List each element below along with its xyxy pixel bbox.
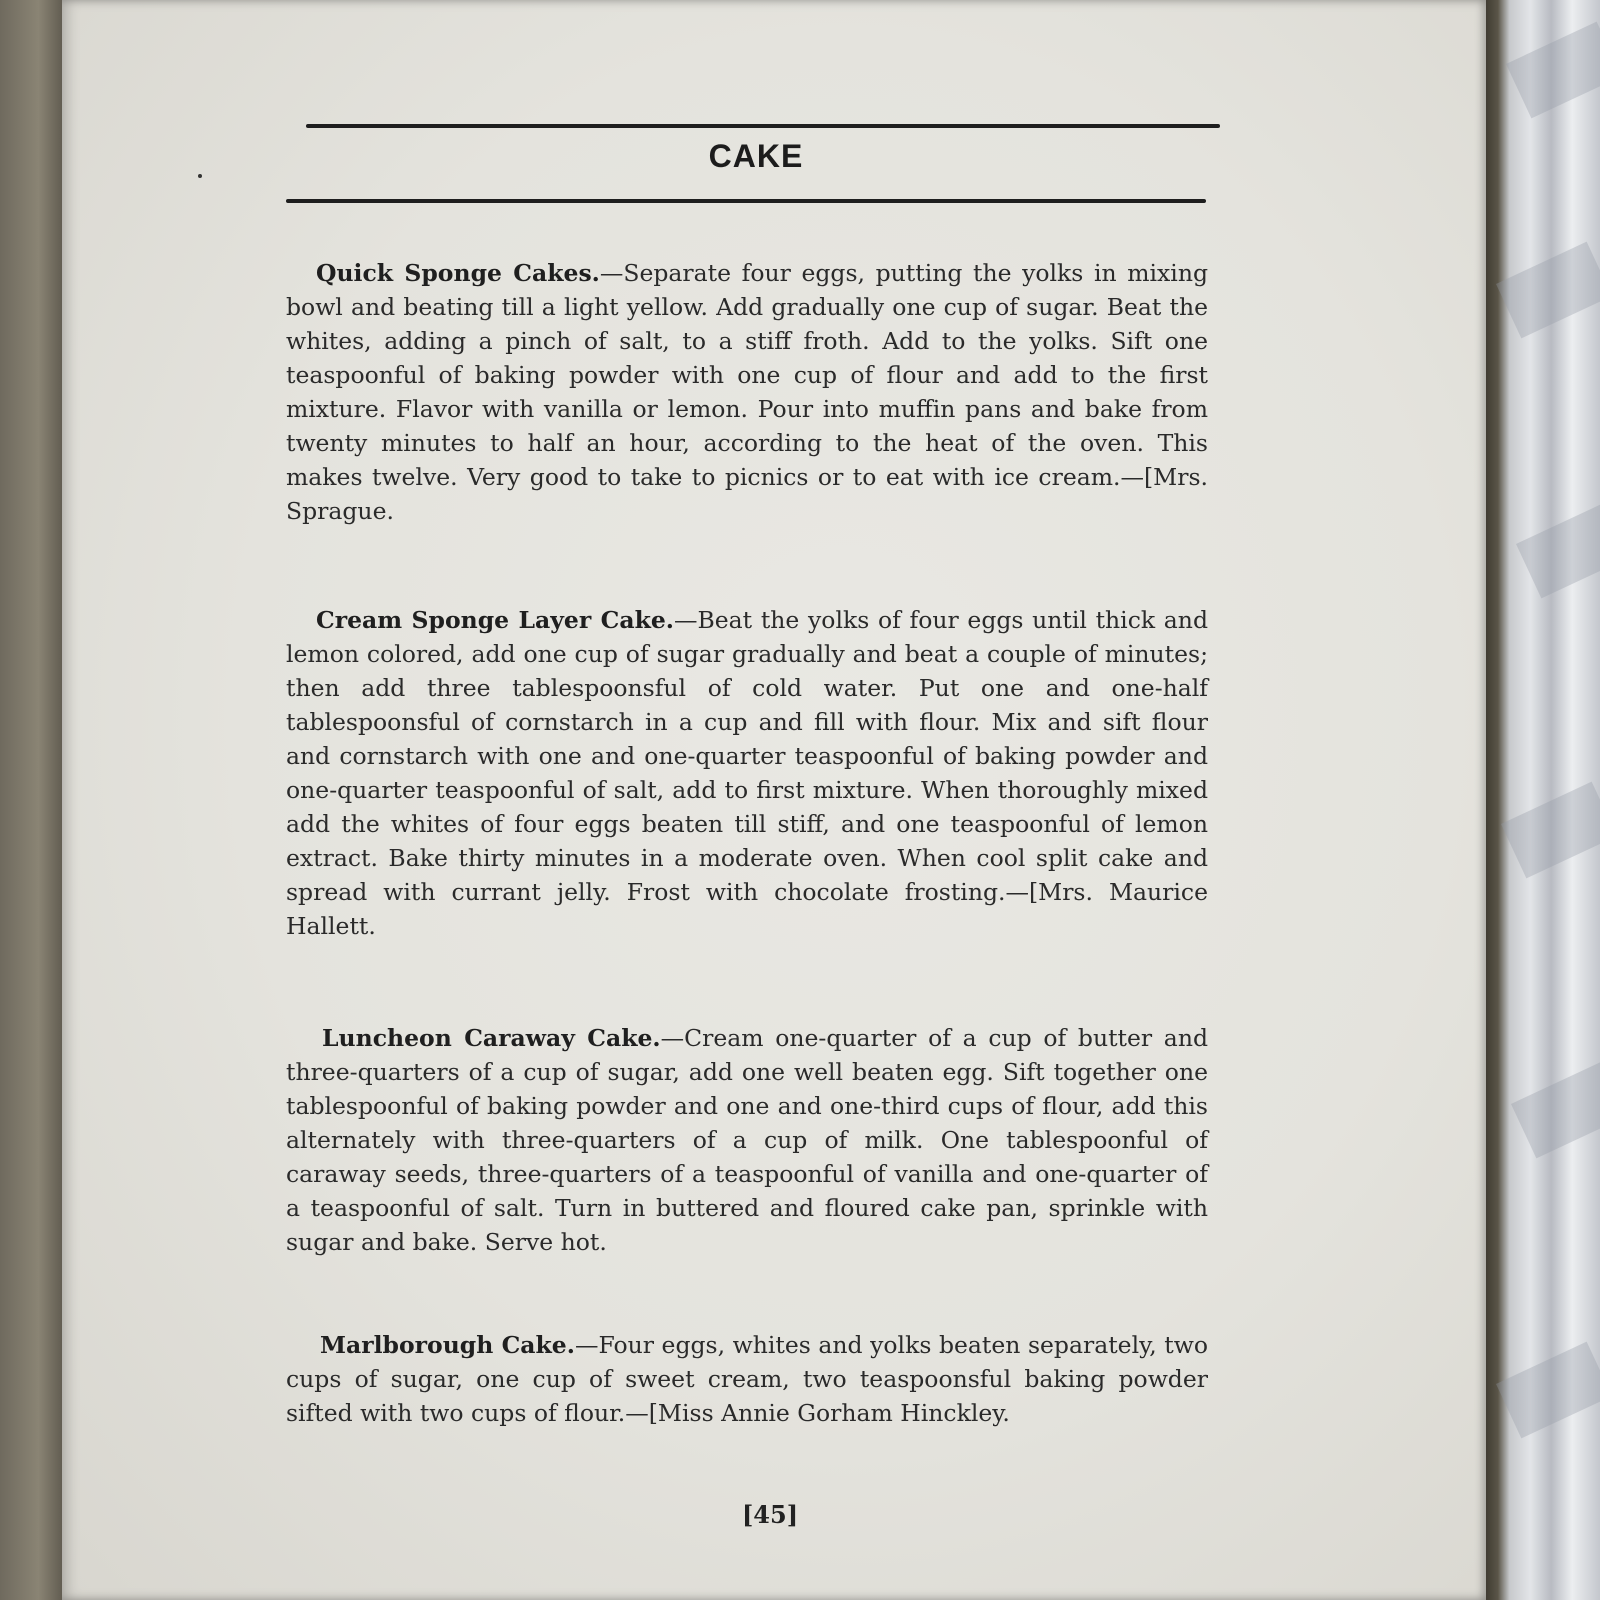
page-speck [198, 174, 202, 178]
cloth-fold [1496, 242, 1600, 339]
recipe-body: —Four eggs, whites and yolks beaten separately, two cups of sugar, one cup of sweet cream, two teaspoonsful baking powder sifted with two cups of flour.—[Miss Annie Gorham Hinckley. [286, 1331, 1208, 1427]
cloth-fold [1506, 22, 1600, 119]
recipe-marlborough-cake [286, 1328, 1208, 1430]
recipe-cream-sponge-layer-cake [286, 603, 1208, 943]
recipe-body: —Beat the yolks of four eggs until thick and lemon colored, add one cup of sugar gradually and beat a couple of minutes; then add three tablespoonsful of cold water. Put one and one-half tablespoonsful of cornstarch in a cup and fill with flour. Mix and sift flour and cornstarch with one and one-quarter teaspoonful of baking powder and one-quarter teaspoonful of salt, add to first mixture. When thoroughly mixed add the whites of four eggs beaten till stiff, and one teaspoonful of lemon extract. Bake thirty minutes in a moderate oven. When cool split cake and spread with currant jelly. Frost with chocolate frosting.—[Mrs. Maurice Hallett. [286, 606, 1208, 940]
recipe-body: —Cream one-quarter of a cup of butter and three-quarters of a cup of sugar, add one well beaten egg. Sift together one tablespoonful of baking powder and one and one-third cups of flour, add this alternately with three-quarters of a cup of milk. One tablespoonful of caraway seeds, three-quarters of a teaspoonful of vanilla and one-quarter of a teaspoonful of salt. Turn in buttered and floured cake pan, sprinkle with sugar and bake. Serve hot. [286, 1024, 1208, 1256]
cloth-fold [1511, 1062, 1600, 1159]
book-cover-and-cloth [1484, 0, 1600, 1600]
cloth-fold [1496, 1342, 1600, 1439]
recipe-quick-sponge-cakes [286, 256, 1208, 528]
recipe-title: Cream Sponge Layer Cake. [316, 606, 674, 634]
recipe-title: Luncheon Caraway Cake. [322, 1024, 661, 1052]
recipe-luncheon-caraway-cake [286, 1021, 1208, 1259]
heading-bottom-rule [286, 199, 1206, 203]
heading-top-rule [306, 124, 1220, 128]
book-spine-edge [0, 0, 64, 1600]
recipe-title: Marlborough Cake. [320, 1331, 575, 1359]
recipe-title: Quick Sponge Cakes. [316, 259, 600, 287]
cloth-fold [1501, 782, 1600, 879]
page-heading: CAKE [708, 138, 804, 174]
recipe-body: —Separate four eggs, putting the yolks in mixing bowl and beating till a light yellow. Add gradually one cup of sugar. Beat the whites, adding a pinch of salt, to a stiff froth. Add to the yolks. Sift one teaspoonful of baking powder with one cup of flour and add to the first mixture. Flavor with vanilla or lemon. Pour into muffin pans and bake from twenty minutes to half an hour, according to the heat of the oven. This makes twelve. Very good to take to picnics or to eat with ice cream.—[Mrs. Sprague. [286, 259, 1208, 525]
page-number: [45] [741, 1500, 799, 1529]
cloth-fold [1516, 502, 1600, 599]
